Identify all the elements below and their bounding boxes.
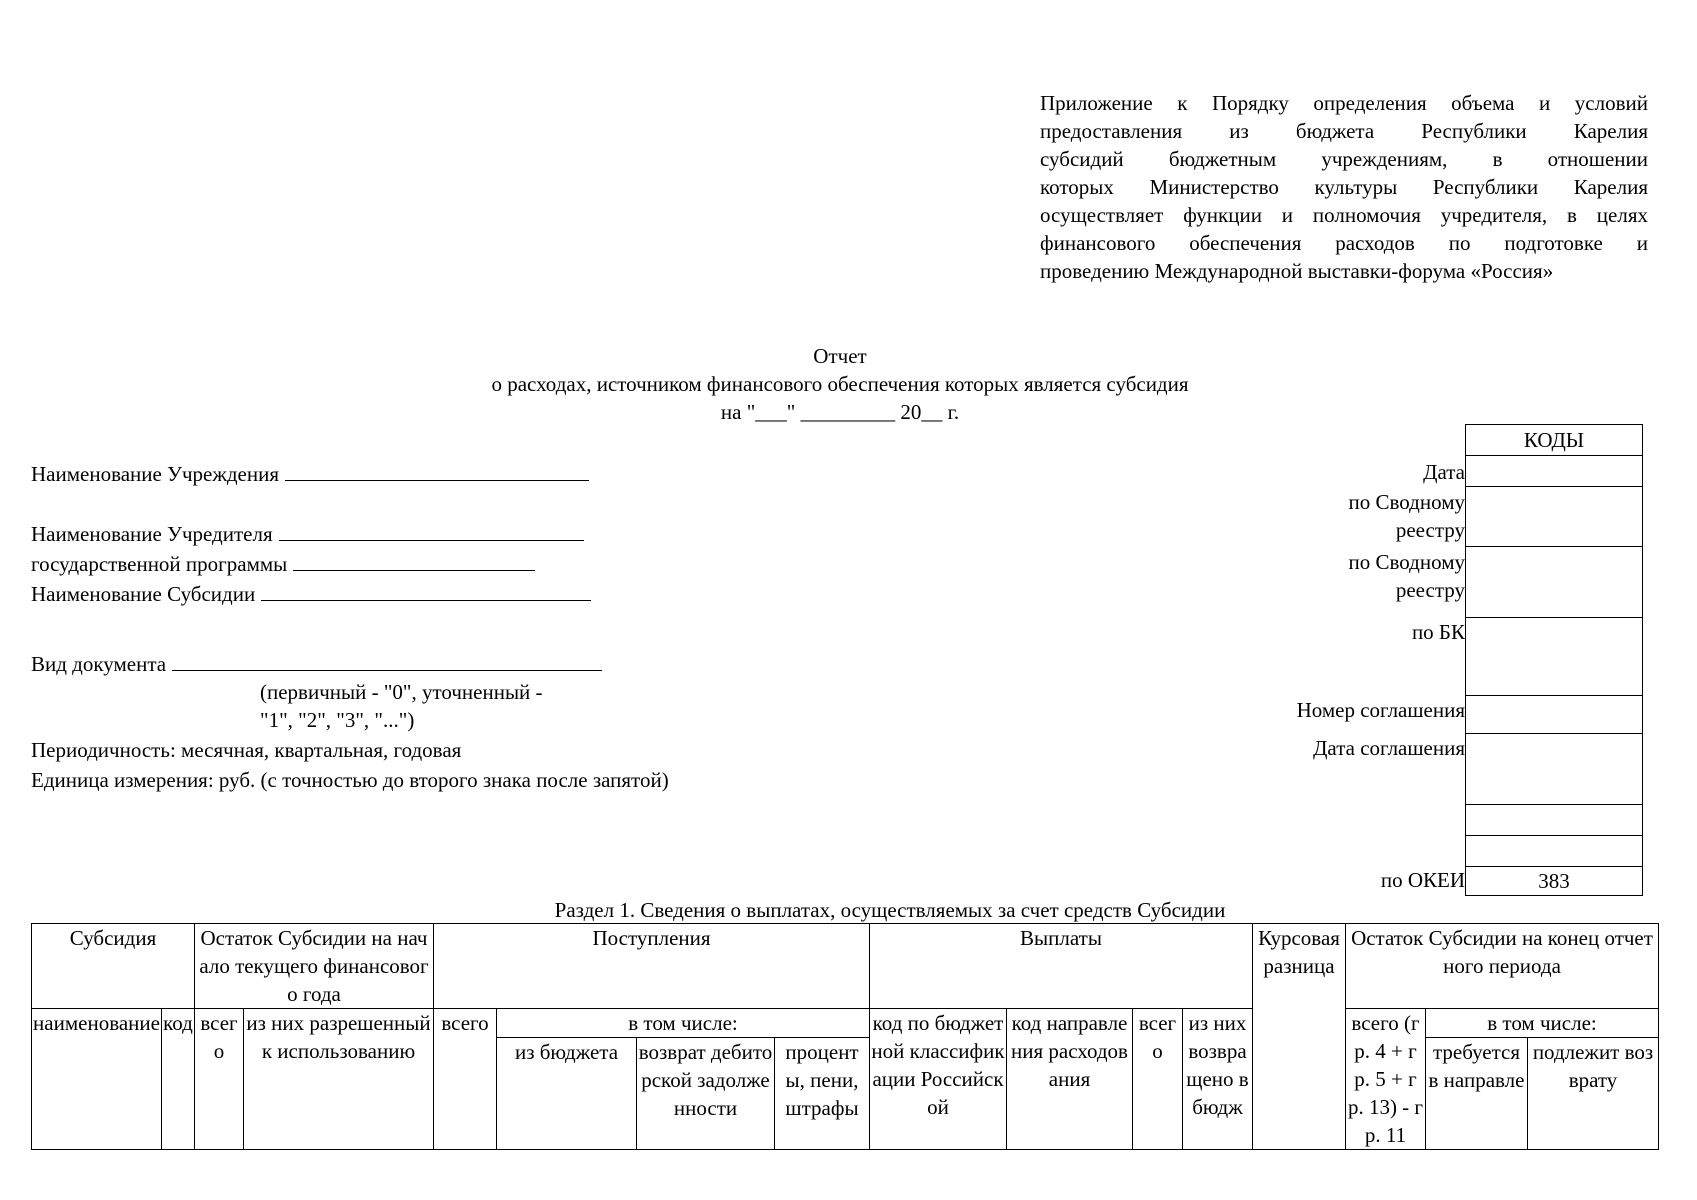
hdr-spending-direction-code: код направления расходования	[1007, 1009, 1133, 1150]
doc-type-label: Вид документа	[31, 652, 167, 676]
periodicity-text: Периодичность: месячная, квартальная, годовая	[31, 738, 462, 762]
program-input-line[interactable]	[293, 550, 535, 571]
hdr-total-formula: всего (гр. 4 + гр. 5 + гр. 13) - гр. 11	[1346, 1009, 1426, 1150]
report-title-line2: о расходах, источником финансового обеспечения которых является субсидия	[491, 372, 1189, 396]
program-field[interactable]	[31, 550, 535, 578]
appendix-line: проведению Международной выставки-форума «Россия»	[1040, 259, 1554, 283]
hdr-of-which-returned: из них возвращено в бюдж	[1183, 1009, 1253, 1150]
code-cell-svod1[interactable]	[1466, 487, 1643, 547]
hdr-interest-fines: проценты, пени, штрафы	[775, 1038, 870, 1150]
subsidy-label: Наименование Субсидии	[31, 582, 256, 606]
institution-input-line[interactable]	[285, 460, 589, 481]
codes-table	[1465, 424, 1643, 896]
code-cell-extra-2[interactable]	[1466, 836, 1643, 867]
subsidy-field[interactable]	[31, 580, 591, 608]
hdr-from-budget: из бюджета	[497, 1038, 637, 1150]
code-cell-bk[interactable]	[1466, 618, 1643, 696]
founder-field[interactable]	[31, 520, 584, 548]
code-label-okei: по ОКЕИ	[1380, 868, 1465, 892]
hdr-total-a: всего	[195, 1009, 244, 1150]
founder-label: Наименование Учредителя	[31, 522, 273, 546]
code-cell-agreement-date[interactable]	[1466, 734, 1643, 805]
code-cell-okei: 383	[1466, 867, 1643, 896]
appendix-line: субсидий бюджетным учреждениям, в отношении	[1040, 147, 1648, 171]
appendix-line: финансового обеспечения расходов по подготовке и	[1040, 231, 1648, 255]
code-cell-date[interactable]	[1466, 456, 1643, 487]
hdr-including-a: в том числе:	[497, 1009, 870, 1038]
report-title-line3: на "___" _________ 20__ г.	[720, 400, 960, 424]
hdr-including-b: в том числе:	[1426, 1009, 1659, 1038]
appendix-block	[1040, 89, 1648, 285]
founder-input-line[interactable]	[279, 520, 584, 541]
unit-text: Единица измерения: руб. (с точностью до второго знака после запятой)	[31, 768, 669, 792]
section1-table	[31, 923, 1659, 1150]
hdr-subsidy: Субсидия	[32, 924, 195, 1009]
report-title	[380, 342, 1300, 426]
code-cell-agreement-no[interactable]	[1466, 696, 1643, 734]
hdr-payments: Выплаты	[870, 924, 1253, 1009]
hdr-name: наименование	[32, 1009, 162, 1150]
appendix-line: предоставления из бюджета Республики Карелия	[1040, 119, 1648, 143]
subsidy-input-line[interactable]	[261, 580, 591, 601]
code-label-date: Дата	[1423, 460, 1465, 484]
codes-header: КОДЫ	[1466, 425, 1643, 456]
hdr-balance-start: Остаток Субсидии на начало текущего финансового года	[195, 924, 434, 1009]
code-label-agreement-date: Дата соглашения	[1313, 736, 1465, 760]
report-title-line1: Отчет	[813, 344, 867, 368]
code-label-svod1-a: по Сводному	[1348, 490, 1465, 514]
hdr-receipts: Поступления	[434, 924, 870, 1009]
hdr-required-in-direction: требуется в направле	[1426, 1038, 1528, 1150]
hdr-total-c: всего	[1133, 1009, 1183, 1150]
doc-type-field[interactable]	[31, 650, 602, 678]
appendix-line: которых Министерство культуры Республики Карелия	[1040, 175, 1648, 199]
hdr-total-b: всего	[434, 1009, 497, 1150]
hdr-code: код	[162, 1009, 195, 1150]
hdr-budget-class-code: код по бюджетной классификации Российской	[870, 1009, 1007, 1150]
hdr-return-receivables: возврат дебиторской задолженности	[637, 1038, 775, 1150]
hdr-exchange-diff: Курсовая разница	[1253, 924, 1346, 1150]
institution-field[interactable]	[31, 460, 589, 488]
code-label-agreement-no: Номер соглашения	[1296, 698, 1465, 722]
doc-type-hint-2: "1", "2", "3", "...")	[260, 708, 415, 732]
hdr-of-which-allowed: из них разрешенный к использованию	[244, 1009, 434, 1150]
doc-type-hint-1: (первичный - "0", уточненный -	[260, 680, 543, 704]
institution-label: Наименование Учреждения	[31, 462, 279, 486]
appendix-line: осуществляет функции и полномочия учредителя, в целях	[1040, 203, 1648, 227]
program-label: государственной программы	[31, 552, 288, 576]
code-label-svod1-b: реестру	[1395, 518, 1465, 542]
doc-type-input-line[interactable]	[172, 650, 602, 671]
code-cell-extra-1[interactable]	[1466, 805, 1643, 836]
code-cell-svod2[interactable]	[1466, 547, 1643, 618]
hdr-to-be-returned: подлежит возврату	[1528, 1038, 1659, 1150]
code-label-bk: по БК	[1411, 620, 1465, 644]
hdr-balance-end: Остаток Субсидии на конец отчетного периода	[1346, 924, 1659, 1009]
code-label-svod2-a: по Сводному	[1348, 550, 1465, 574]
section1-caption: Раздел 1. Сведения о выплатах, осуществляемых за счет средств Субсидии	[554, 898, 1226, 922]
appendix-line: Приложение к Порядку определения объема и условий	[1040, 91, 1648, 115]
code-label-svod2-b: реестру	[1395, 578, 1465, 602]
